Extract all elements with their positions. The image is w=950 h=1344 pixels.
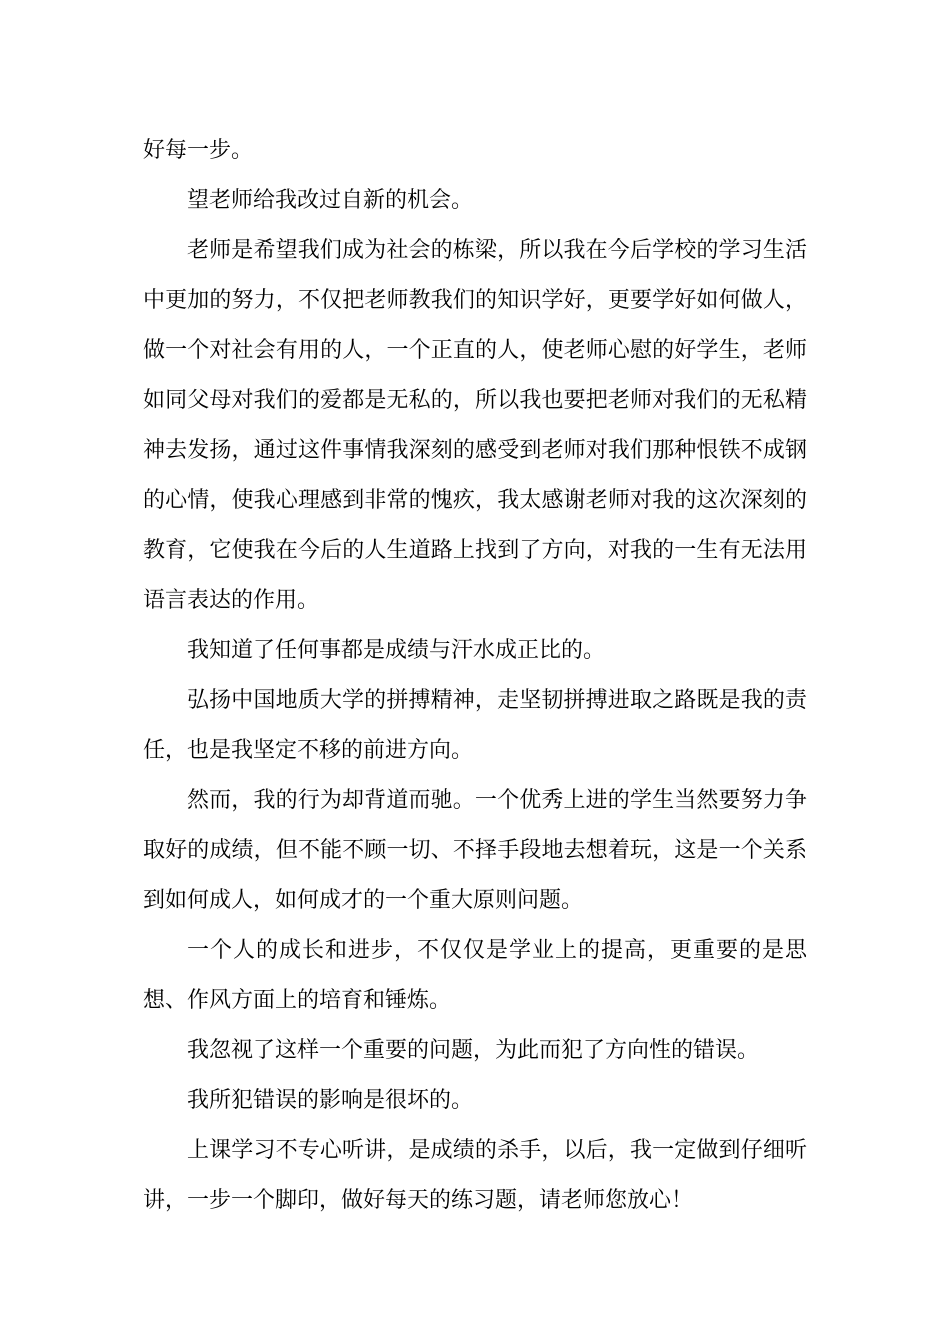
paragraph: 望老师给我改过自新的机会。 bbox=[187, 188, 474, 213]
paragraph: 我所犯错误的影响是很坏的。 bbox=[187, 1088, 474, 1113]
paragraph: 一个人的成长和进步，不仅仅是学业上的提高，更重要的是思想、作风方面上的培育和锤炼。 bbox=[143, 938, 807, 1013]
document-body bbox=[143, 126, 807, 1226]
paragraph: 我知道了任何事都是成绩与汗水成正比的。 bbox=[187, 638, 606, 663]
paragraph: 老师是希望我们成为社会的栋梁，所以我在今后学校的学习生活中更加的努力，不仅把老师教我们的知识学好，更要学好如何做人，做一个对社会有用的人，一个正直的人，使老师心慰的好学生，老师如同父母对我们的爱都是无私的，所以我也要把老师对我们的无私精神去发扬，通过这件事情我深刻的感受到老师对我们那种恨铁不成钢的心情，使我心理感到非常的愧疚，我太感谢老师对我的这次深刻的教育，它使我在今后的人生道路上找到了方向，对我的一生有无法用语言表达的作用。 bbox=[143, 238, 807, 613]
paragraph-continuation: 好每一步。 bbox=[143, 138, 254, 163]
paragraph: 上课学习不专心听讲，是成绩的杀手，以后，我一定做到仔细听讲，一步一个脚印，做好每天的练习题，请老师您放心！ bbox=[143, 1138, 807, 1213]
paragraph: 然而，我的行为却背道而驰。一个优秀上进的学生当然要努力争取好的成绩，但不能不顾一切、不择手段地去想着玩，这是一个关系到如何成人，如何成才的一个重大原则问题。 bbox=[143, 788, 807, 913]
paragraph: 弘扬中国地质大学的拼搏精神，走坚韧拼搏进取之路既是我的责任，也是我坚定不移的前进方向。 bbox=[143, 688, 807, 763]
paragraph: 我忽视了这样一个重要的问题，为此而犯了方向性的错误。 bbox=[187, 1038, 760, 1063]
